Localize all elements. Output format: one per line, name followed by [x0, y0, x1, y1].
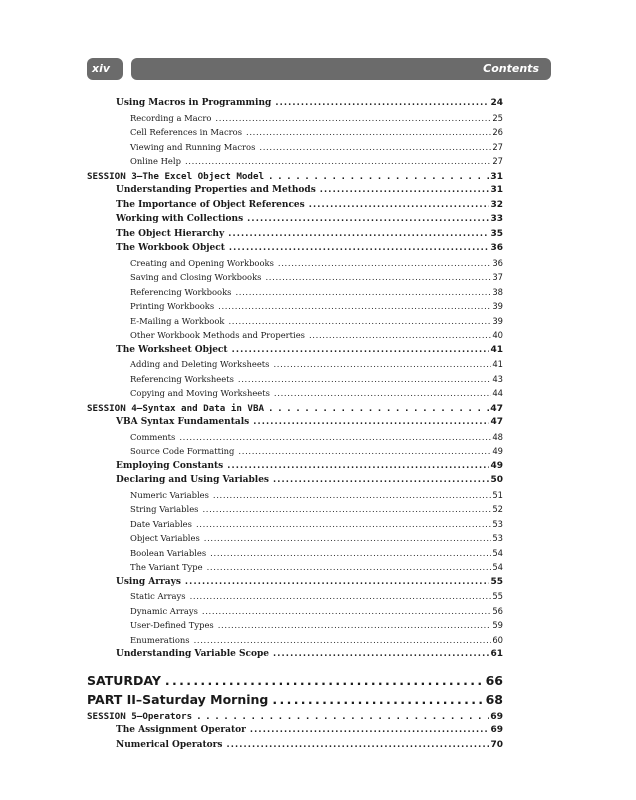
toc-entry-label: Online Help — [130, 156, 181, 166]
dot-leader — [238, 374, 491, 384]
dot-leader — [218, 301, 491, 311]
toc-entry-page: 24 — [490, 98, 503, 108]
toc-entry-label: Boolean Variables — [130, 547, 207, 558]
toc-entry-page: 27 — [492, 156, 503, 166]
toc-entry — [87, 330, 503, 345]
toc-entry-label: Dynamic Arrays — [130, 605, 198, 616]
toc-entry-label: Enumerations — [130, 634, 190, 645]
toc-entry-label: Numeric Variables — [130, 489, 209, 500]
toc-entry — [87, 374, 503, 389]
dot-leader — [228, 316, 491, 326]
toc-entry-label: VBA Syntax Fundamentals — [116, 417, 250, 427]
toc-entry-page: 51 — [492, 489, 503, 500]
toc-entry — [87, 548, 503, 563]
dot-leader — [265, 272, 491, 282]
toc-entry — [87, 287, 503, 302]
toc-entry-label: Viewing and Running Macros — [130, 141, 256, 152]
toc-entry — [87, 272, 503, 287]
toc-entry — [87, 446, 503, 461]
dot-leader — [272, 692, 484, 707]
toc-entry-label: String Variables — [130, 504, 199, 514]
toc-group-saturday — [87, 673, 503, 755]
toc-entry — [87, 200, 503, 215]
dot-leader — [210, 548, 491, 558]
toc-entry — [87, 475, 503, 490]
toc-entry — [87, 725, 503, 740]
toc-entry-label: User-Defined Types — [130, 620, 214, 630]
toc-entry-label: Employing Constants — [116, 460, 224, 471]
dot-leader — [179, 432, 491, 442]
toc-entry-page: 69 — [490, 710, 503, 722]
toc-entry-page: 69 — [490, 725, 503, 735]
toc-entry — [87, 490, 503, 505]
toc-entry-label: Cell References in Macros — [130, 127, 242, 137]
dot-leader — [215, 113, 491, 123]
toc-entry — [87, 171, 503, 186]
toc-entry — [87, 142, 503, 157]
dot-leader — [202, 606, 491, 616]
toc-entry — [87, 127, 503, 142]
toc-entry-label: Using Macros in Programming — [116, 98, 272, 108]
toc-entry-page: 55 — [492, 591, 503, 601]
dot-leader — [235, 287, 491, 297]
toc-entry-label: Copying and Moving Worksheets — [130, 388, 270, 398]
toc-entry-page: 32 — [490, 199, 503, 210]
toc-entry-page: 26 — [492, 127, 503, 137]
dot-leader — [227, 461, 489, 471]
toc-entry — [87, 504, 503, 519]
toc-entry — [87, 606, 503, 621]
toc-entry-page: 52 — [492, 504, 503, 514]
toc-entry-page: 60 — [492, 634, 503, 645]
toc-entry-page: 55 — [490, 576, 503, 587]
toc-entry-label: Other Workbook Methods and Properties — [130, 330, 305, 340]
toc-entry-label: The Object Hierarchy — [116, 228, 225, 239]
section-title: Contents — [483, 62, 539, 75]
toc-entry — [87, 692, 503, 711]
dot-leader — [309, 200, 490, 210]
toc-entry-label: Understanding Variable Scope — [116, 649, 269, 659]
toc-entry-label: Source Code Formatting — [130, 446, 235, 456]
toc-entry-page: 70 — [490, 739, 503, 750]
toc-entry — [87, 214, 503, 229]
dot-leader — [204, 533, 492, 543]
toc-entry — [87, 562, 503, 577]
toc-entry — [87, 635, 503, 650]
dot-leader — [273, 649, 489, 659]
dot-leader — [274, 388, 491, 398]
toc-entry-page: 44 — [492, 388, 503, 398]
toc-entry — [87, 301, 503, 316]
dot-leader — [165, 673, 485, 688]
dot-leader — [253, 417, 489, 427]
toc-entry-page: 33 — [490, 214, 503, 224]
page-number: xiv — [92, 62, 111, 75]
toc-entry-label: Referencing Worksheets — [130, 373, 234, 384]
dot-leader — [196, 711, 489, 722]
toc-entry-label: SESSION 5–Operators — [87, 710, 193, 722]
toc-entry-label: Numerical Operators — [116, 739, 223, 750]
toc-entry — [87, 156, 503, 171]
toc-entry-label: Understanding Properties and Methods — [116, 185, 316, 195]
dot-leader — [185, 156, 491, 166]
toc-entry — [87, 359, 503, 374]
toc-entry — [87, 229, 503, 244]
toc-entry-page: 40 — [492, 330, 503, 340]
section-title-bar — [131, 58, 551, 80]
toc-entry-label: The Variant Type — [130, 562, 203, 572]
toc-entry-label: SATURDAY — [87, 672, 161, 688]
dot-leader — [275, 98, 489, 108]
dot-leader — [273, 475, 489, 485]
toc-entry-label: The Workbook Object — [116, 243, 225, 253]
dot-leader — [196, 519, 491, 529]
toc-entry-page: 36 — [490, 243, 503, 253]
toc-group-sessions — [87, 98, 503, 664]
dot-leader — [246, 127, 491, 137]
toc-entry-page: 59 — [492, 620, 503, 630]
toc-entry-page: 41 — [490, 344, 503, 355]
toc-entry — [87, 461, 503, 476]
toc-gap — [87, 664, 503, 673]
toc-entry — [87, 620, 503, 635]
toc-entry — [87, 740, 503, 755]
toc-entry-page: 41 — [492, 359, 503, 369]
toc-entry-page: 39 — [492, 315, 503, 326]
dot-leader — [268, 171, 489, 182]
toc-entry-page: 54 — [492, 562, 503, 572]
dot-leader — [309, 330, 491, 340]
dot-leader — [232, 345, 490, 355]
toc-entry-label: Static Arrays — [130, 591, 186, 601]
dot-leader — [247, 214, 489, 224]
dot-leader — [228, 229, 489, 239]
dot-leader — [259, 142, 491, 152]
toc-entry-page: 47 — [490, 417, 503, 427]
toc-entry-label: PART II–Saturday Morning — [87, 691, 269, 707]
toc-entry-page: 25 — [492, 112, 503, 123]
toc-entry-label: Printing Workbooks — [130, 301, 215, 311]
dot-leader — [273, 359, 491, 369]
toc-entry-page: 38 — [492, 286, 503, 297]
dot-leader — [268, 403, 489, 414]
dot-leader — [213, 490, 491, 500]
toc-entry-page: 56 — [492, 605, 503, 616]
toc-entry — [87, 577, 503, 592]
toc-entry-page: 31 — [490, 170, 503, 182]
page-number-tab — [87, 58, 123, 80]
toc-entry-page: 54 — [492, 547, 503, 558]
toc-entry — [87, 519, 503, 534]
toc-entry-label: Adding and Deleting Worksheets — [130, 359, 270, 369]
toc-entry — [87, 98, 503, 113]
toc-entry-page: 49 — [490, 460, 503, 471]
page-header — [87, 58, 551, 80]
toc-entry-label: SESSION 4–Syntax and Data in VBA — [87, 402, 265, 414]
toc-entry-label: E-Mailing a Workbook — [130, 315, 225, 326]
dot-leader — [185, 577, 490, 587]
toc-entry-label: Using Arrays — [116, 576, 181, 587]
toc-entry-label: Recording a Macro — [130, 112, 212, 123]
toc-entry — [87, 185, 503, 200]
toc-entry-page: 53 — [492, 533, 503, 543]
table-of-contents — [87, 98, 503, 754]
toc-entry-label: Declaring and Using Variables — [116, 475, 269, 485]
toc-entry — [87, 649, 503, 664]
toc-entry-page: 66 — [485, 672, 503, 688]
toc-entry-label: The Worksheet Object — [116, 344, 228, 355]
toc-entry-page: 36 — [492, 257, 503, 268]
toc-entry — [87, 243, 503, 258]
dot-leader — [218, 620, 492, 630]
toc-entry-label: Referencing Workbooks — [130, 286, 232, 297]
toc-entry-label: Comments — [130, 431, 176, 442]
toc-entry-page: 47 — [490, 402, 503, 414]
toc-entry-page: 37 — [492, 272, 503, 282]
toc-entry-page: 68 — [485, 691, 503, 707]
toc-entry-page: 27 — [492, 141, 503, 152]
toc-entry — [87, 388, 503, 403]
toc-entry-page: 39 — [492, 301, 503, 311]
toc-entry-label: Working with Collections — [116, 214, 244, 224]
toc-entry-page: 61 — [490, 649, 503, 659]
toc-entry — [87, 591, 503, 606]
toc-entry-page: 49 — [492, 446, 503, 456]
toc-entry-label: Saving and Closing Workbooks — [130, 272, 262, 282]
toc-entry-label: The Assignment Operator — [116, 725, 246, 735]
toc-entry — [87, 533, 503, 548]
dot-leader — [320, 185, 490, 195]
dot-leader — [202, 504, 491, 514]
toc-entry — [87, 258, 503, 273]
dot-leader — [278, 258, 491, 268]
dot-leader — [238, 446, 491, 456]
toc-entry-page: 53 — [492, 518, 503, 529]
toc-entry — [87, 673, 503, 692]
toc-entry — [87, 316, 503, 331]
toc-entry — [87, 345, 503, 360]
toc-entry-page: 48 — [492, 431, 503, 442]
toc-entry-label: Date Variables — [130, 518, 192, 529]
toc-entry-page: 35 — [490, 228, 503, 239]
dot-leader — [190, 591, 492, 601]
dot-leader — [207, 562, 492, 572]
dot-leader — [250, 725, 490, 735]
toc-entry-label: The Importance of Object References — [116, 199, 305, 210]
toc-entry — [87, 432, 503, 447]
toc-entry-page: 31 — [490, 185, 503, 195]
toc-entry — [87, 417, 503, 432]
toc-entry — [87, 403, 503, 418]
dot-leader — [194, 635, 492, 645]
toc-entry-label: SESSION 3–The Excel Object Model — [87, 170, 265, 182]
toc-entry-page: 50 — [490, 475, 503, 485]
toc-entry-page: 43 — [492, 373, 503, 384]
toc-entry-label: Object Variables — [130, 533, 200, 543]
dot-leader — [229, 243, 490, 253]
toc-entry — [87, 113, 503, 128]
toc-entry — [87, 711, 503, 726]
toc-entry-label: Creating and Opening Workbooks — [130, 257, 274, 268]
dot-leader — [226, 740, 489, 750]
